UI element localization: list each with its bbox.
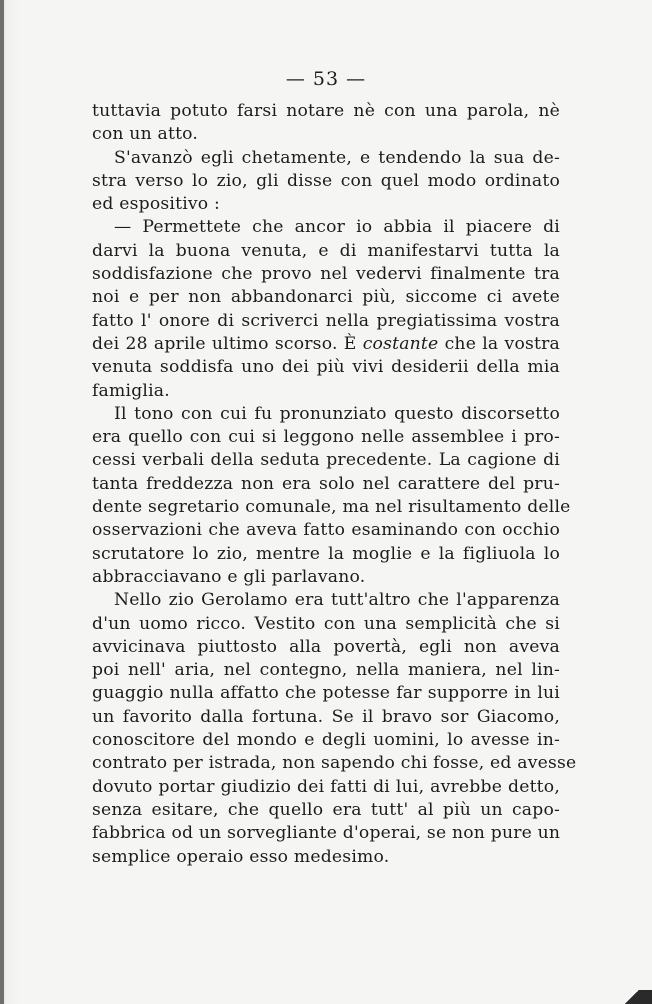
text-line: dente segretario comunale, ma nel risultamento delle [92, 497, 571, 518]
text-line: contrato per istrada, non sapendo chi fosse, ed avesse [92, 753, 577, 774]
text-line: conoscitore del mondo e degli uomini, lo avesse in- [92, 730, 560, 751]
text-line: venuta soddisfa uno dei più vivi desiderii della mia [92, 357, 560, 378]
text-line: un favorito dalla fortuna. Se il bravo sor Giacomo, [92, 706, 560, 727]
page-number: — 53 — [285, 68, 367, 90]
page-spine-edge [0, 0, 4, 1004]
text-line: tanta freddezza non era solo nel carattere del pru- [92, 473, 560, 494]
body-text [92, 100, 577, 869]
text-line: fatto l' onore di scriverci nella pregiatissima vostra [92, 310, 560, 331]
text-line: abbracciavano e gli parlavano. [92, 566, 366, 587]
text-line: stra verso lo zio, gli disse con quel modo ordinato [92, 170, 560, 191]
text-line: dovuto portar giudizio dei fatti di lui, avrebbe detto, [92, 776, 560, 797]
text-line: poi nell' aria, nel contegno, nella maniera, nel lin- [92, 660, 560, 681]
text-line: tuttavia potuto farsi notare nè con una parola, nè [92, 101, 560, 121]
text-line: con un atto. [92, 124, 199, 145]
text-line: osservazioni che aveva fatto esaminando con occhio [92, 520, 560, 541]
text-line: ed espositivo : [92, 194, 221, 215]
text-line: fabbrica od un sorvegliante d'operai, se non pure un [92, 823, 561, 844]
text-line: semplice operaio esso medesimo. [92, 846, 390, 867]
text-line: scrutatore lo zio, mentre la moglie e la figliuola lo [92, 543, 560, 564]
text-line: noi e per non abbandonarci più, siccome ci avete [92, 287, 560, 308]
text-line: darvi la buona venuta, e di manifestarvi tutta la [92, 240, 560, 261]
text-line: d'un uomo ricco. Vestito con una semplicità che si [92, 613, 560, 634]
text-line: — Permettete che ancor io abbia il piacere di [114, 217, 560, 238]
text-line: cessi verbali della seduta precedente. La cagione di [92, 450, 560, 471]
text-line: avvicinava piuttosto alla povertà, egli non aveva [92, 636, 560, 657]
text-line: Il tono con cui fu pronunziato questo discorsetto [114, 403, 560, 424]
text-line: S'avanzò egli chetamente, e tendendo la sua de- [114, 147, 560, 168]
page-corner-shadow [612, 990, 652, 1004]
text-line: dei 28 aprile ultimo scorso. È costante che la vostra [92, 333, 560, 354]
text-line: senza esitare, che quello era tutt' al più un capo- [92, 799, 560, 820]
text-line: soddisfazione che provo nel vedervi finalmente tra [92, 264, 560, 285]
text-line: era quello con cui si leggono nelle assemblee i pro- [92, 427, 560, 448]
text-line: guaggio nulla affatto che potesse far supporre in lui [92, 683, 560, 704]
emphasis: costante [362, 333, 439, 354]
text-line: famiglia. [92, 380, 170, 401]
text-line: Nello zio Gerolamo era tutt'altro che l'apparenza [114, 590, 560, 611]
